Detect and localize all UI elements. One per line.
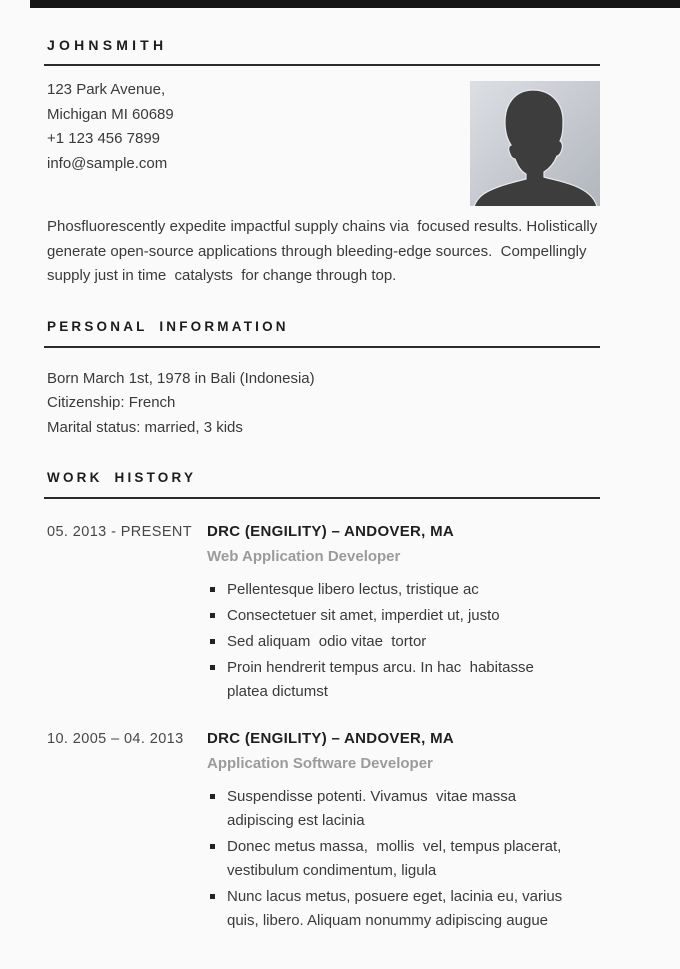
job-company: DRC (ENGILITY) – ANDOVER, MA — [207, 523, 455, 540]
job-dates: 05. 2013 - PRESENT — [47, 524, 193, 540]
section-heading-personal-information: PERSONAL INFORMATION — [47, 318, 289, 334]
address-line-2: Michigan MI 60689 — [47, 105, 174, 123]
job-bullet-list — [207, 578, 600, 704]
job-dates: 10. 2005 – 04. 2013 — [47, 731, 184, 747]
job-bullet: Nunc lacus metus, posuere eget, lacinia eu, varius quis, libero. Aliquam nonummy adipiscing augue — [207, 885, 581, 933]
personal-info-marital-status: Marital status: married, 3 kids — [47, 418, 243, 436]
address-line-1: 123 Park Avenue, — [47, 81, 166, 98]
summary-paragraph: Phosfluorescently expedite impactful supply chains via focused results. Holistically generate open-source applications through bleeding-edge sources. Compellingly supply just in time catalysts for change through top. — [47, 218, 602, 284]
job-details — [207, 522, 600, 706]
job-role: Application Software Developer — [207, 755, 433, 772]
job-bullet: Donec metus massa, mollis vel, tempus placerat, vestibulum condimentum, ligula — [207, 835, 581, 883]
section-heading-work-history: WORK HISTORY — [47, 470, 197, 485]
personal-info-born: Born March 1st, 1978 in Bali (Indonesia) — [47, 369, 315, 387]
job-bullet-list — [207, 785, 600, 933]
job-bullet: Pellentesque libero lectus, tristique ac — [207, 578, 581, 602]
contact-row — [47, 78, 600, 206]
top-accent-bar — [30, 0, 680, 8]
name-divider — [44, 64, 600, 66]
job-bullet: Suspendisse potenti. Vivamus vitae massa adipiscing est lacinia — [207, 785, 581, 833]
job-entry — [47, 729, 600, 935]
profile-photo-placeholder — [470, 81, 600, 206]
person-silhouette-icon — [470, 81, 600, 206]
phone-number: +1 123 456 7899 — [47, 130, 161, 147]
section-divider — [44, 346, 600, 348]
job-entry — [47, 522, 600, 706]
section-divider — [44, 497, 600, 499]
job-details — [207, 729, 600, 935]
contact-block — [47, 78, 174, 176]
email-address: info@sample.com — [47, 154, 168, 172]
candidate-name: JOHNSMITH — [47, 37, 168, 53]
personal-info-list — [47, 367, 600, 441]
job-role: Web Application Developer — [207, 548, 401, 565]
personal-info-citizenship: Citizenship: French — [47, 394, 176, 411]
job-bullet: Proin hendrerit tempus arcu. In hac habitasse platea dictumst — [207, 656, 581, 704]
job-bullet: Consectetuer sit amet, imperdiet ut, justo — [207, 604, 581, 628]
resume-content — [0, 36, 680, 935]
job-bullet: Sed aliquam odio vitae tortor — [207, 630, 581, 654]
job-company: DRC (ENGILITY) – ANDOVER, MA — [207, 730, 455, 747]
